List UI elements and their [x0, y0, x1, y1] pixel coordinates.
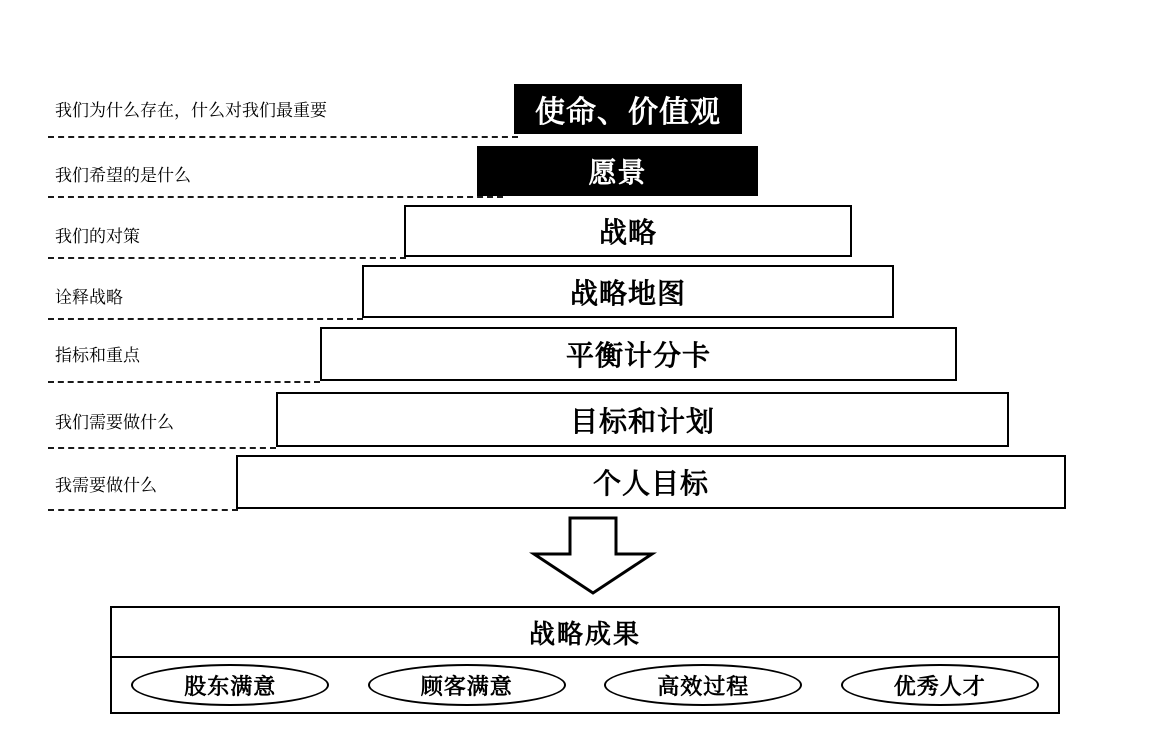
pyramid-level-strategy-map[interactable]	[362, 265, 894, 318]
divider-6	[48, 447, 276, 449]
result-item-talent-label: 优秀人才	[893, 673, 986, 699]
results-panel	[110, 606, 1060, 714]
annotation-label-6: 我们需要做什么	[55, 413, 174, 432]
pyramid-level-strategy[interactable]	[404, 205, 852, 257]
result-item-customer-label: 顾客满意	[420, 673, 513, 699]
result-item-shareholder-label: 股东满意	[184, 673, 277, 699]
result-item-talent[interactable]	[841, 664, 1039, 706]
annotation-label-7: 我需要做什么	[55, 476, 157, 495]
pyramid-level-strategy-map-label: 战略地图	[569, 277, 686, 309]
annotation-label-1: 我们为什么存在，什么对我们最重要	[55, 101, 327, 120]
divider-7	[48, 509, 238, 511]
result-item-customer[interactable]	[368, 664, 566, 706]
divider-5	[48, 381, 320, 383]
pyramid-level-personal-goals-label: 个人目标	[592, 468, 709, 499]
result-item-process[interactable]	[604, 664, 802, 706]
pyramid-level-mission[interactable]	[514, 84, 742, 134]
pyramid-level-goals-plans[interactable]	[276, 392, 1009, 447]
pyramid-level-mission-label: 使命、价值观	[535, 96, 721, 129]
pyramid-level-vision-label: 愿景	[588, 157, 647, 188]
divider-1	[48, 136, 518, 138]
pyramid-level-strategy-label: 战略	[598, 217, 657, 248]
results-items	[112, 656, 1058, 714]
annotation-label-5: 指标和重点	[55, 346, 140, 365]
divider-3	[48, 257, 406, 259]
results-title: 战略成果	[528, 618, 641, 649]
annotation-label-3: 我们的对策	[55, 227, 140, 246]
pyramid-level-vision[interactable]	[477, 146, 758, 196]
pyramid-level-goals-plans-label: 目标和计划	[569, 405, 715, 437]
down-arrow-icon	[528, 516, 658, 596]
divider-4	[48, 318, 363, 320]
divider-2	[48, 196, 503, 198]
result-item-shareholder[interactable]	[131, 664, 329, 706]
annotation-label-2: 我们希望的是什么	[55, 166, 191, 185]
result-item-process-label: 高效过程	[657, 673, 750, 699]
pyramid-level-personal-goals[interactable]	[236, 455, 1066, 509]
pyramid-level-balanced-scorecard-label: 平衡计分卡	[565, 340, 711, 371]
annotation-label-4: 诠释战略	[55, 288, 123, 307]
pyramid-level-balanced-scorecard[interactable]	[320, 327, 957, 381]
